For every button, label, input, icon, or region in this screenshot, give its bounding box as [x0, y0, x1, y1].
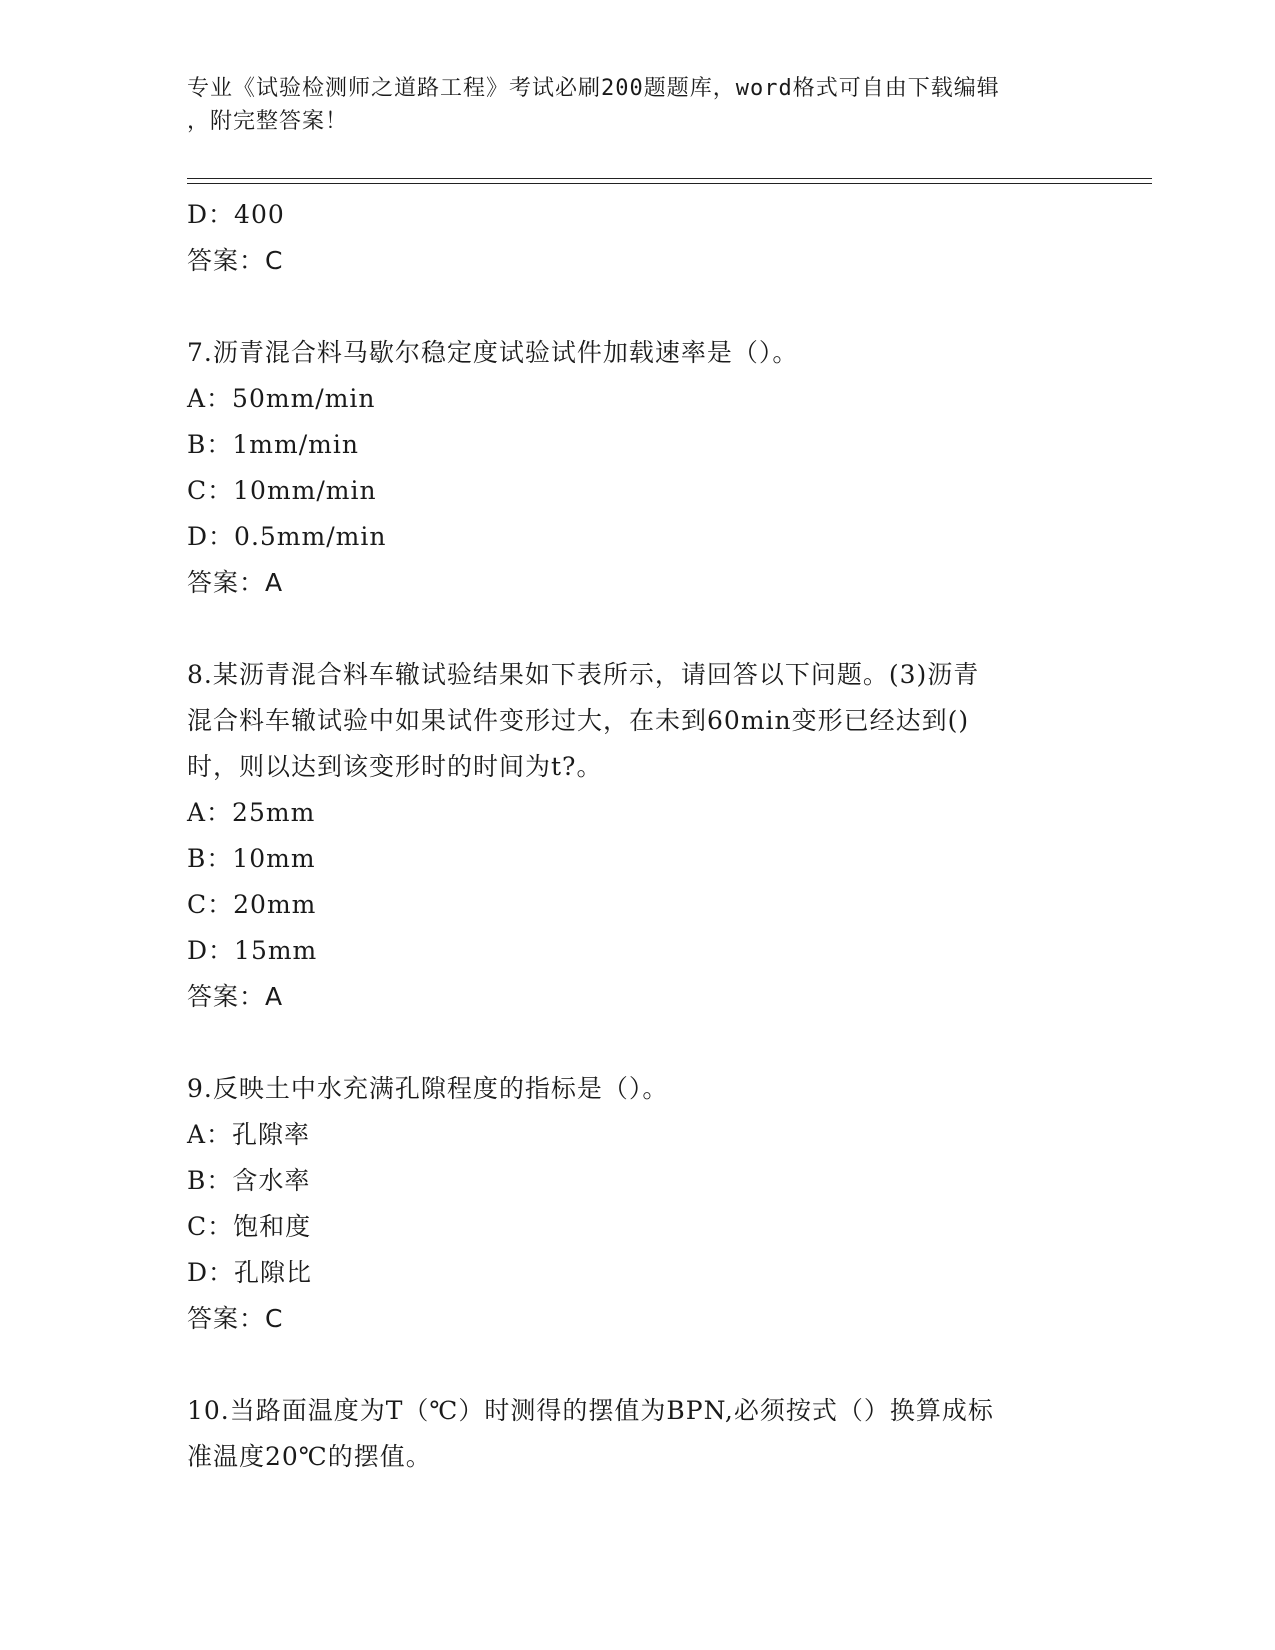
header-divider-bottom: [187, 183, 1152, 184]
question-list: [187, 192, 1087, 1480]
header-title-line-2: ，附完整答案！: [187, 109, 349, 134]
answer-text: 答案：A: [187, 982, 284, 1011]
header-title-line-1: 专业《试验检测师之道路工程》考试必刷200题题库，word格式可自由下载编辑: [187, 76, 1000, 101]
option-d: D：15mm: [187, 936, 318, 965]
document-header: [187, 72, 1087, 138]
option-b: B：含水率: [187, 1166, 311, 1195]
question-9: [187, 1066, 1087, 1342]
answer-text: 答案：C: [187, 246, 284, 275]
option-d: D：孔隙比: [187, 1258, 313, 1287]
question-10: [187, 1388, 1087, 1480]
option-d: D：0.5mm/min: [187, 522, 387, 551]
question-text-line: 时，则以达到该变形时的时间为t?。: [187, 752, 603, 781]
question-text-line: 10.当路面温度为T（℃）时测得的摆值为BPN,必须按式（）换算成标: [187, 1396, 994, 1425]
question-7: [187, 330, 1087, 606]
question-text: [187, 330, 1087, 376]
option-d: D：400: [187, 200, 285, 229]
question-text: [187, 1388, 1087, 1480]
answer-text: 答案：C: [187, 1304, 284, 1333]
prev-question: [187, 192, 1087, 284]
question-8: [187, 652, 1087, 1020]
option-b: B：10mm: [187, 844, 316, 873]
option-a: A：50mm/min: [187, 384, 376, 413]
option-c: C：10mm/min: [187, 476, 377, 505]
question-text: [187, 1066, 1087, 1112]
answer-text: 答案：A: [187, 568, 284, 597]
option-a: A：25mm: [187, 798, 316, 827]
header-divider-top: [187, 178, 1152, 179]
option-c: C：20mm: [187, 890, 317, 919]
question-text-line: 7.沥青混合料马歇尔稳定度试验试件加载速率是（）。: [187, 338, 799, 367]
question-text-line: 9.反映土中水充满孔隙程度的指标是（）。: [187, 1074, 669, 1103]
question-text: [187, 652, 1087, 790]
question-text-line: 准温度20℃的摆值。: [187, 1442, 432, 1471]
question-text-line: 8.某沥青混合料车辙试验结果如下表所示，请回答以下问题。(3)沥青: [187, 660, 980, 689]
question-text-line: 混合料车辙试验中如果试件变形过大，在未到60min变形已经达到(): [187, 706, 970, 735]
option-b: B：1mm/min: [187, 430, 359, 459]
option-a: A：孔隙率: [187, 1120, 311, 1149]
option-c: C：饱和度: [187, 1212, 312, 1241]
